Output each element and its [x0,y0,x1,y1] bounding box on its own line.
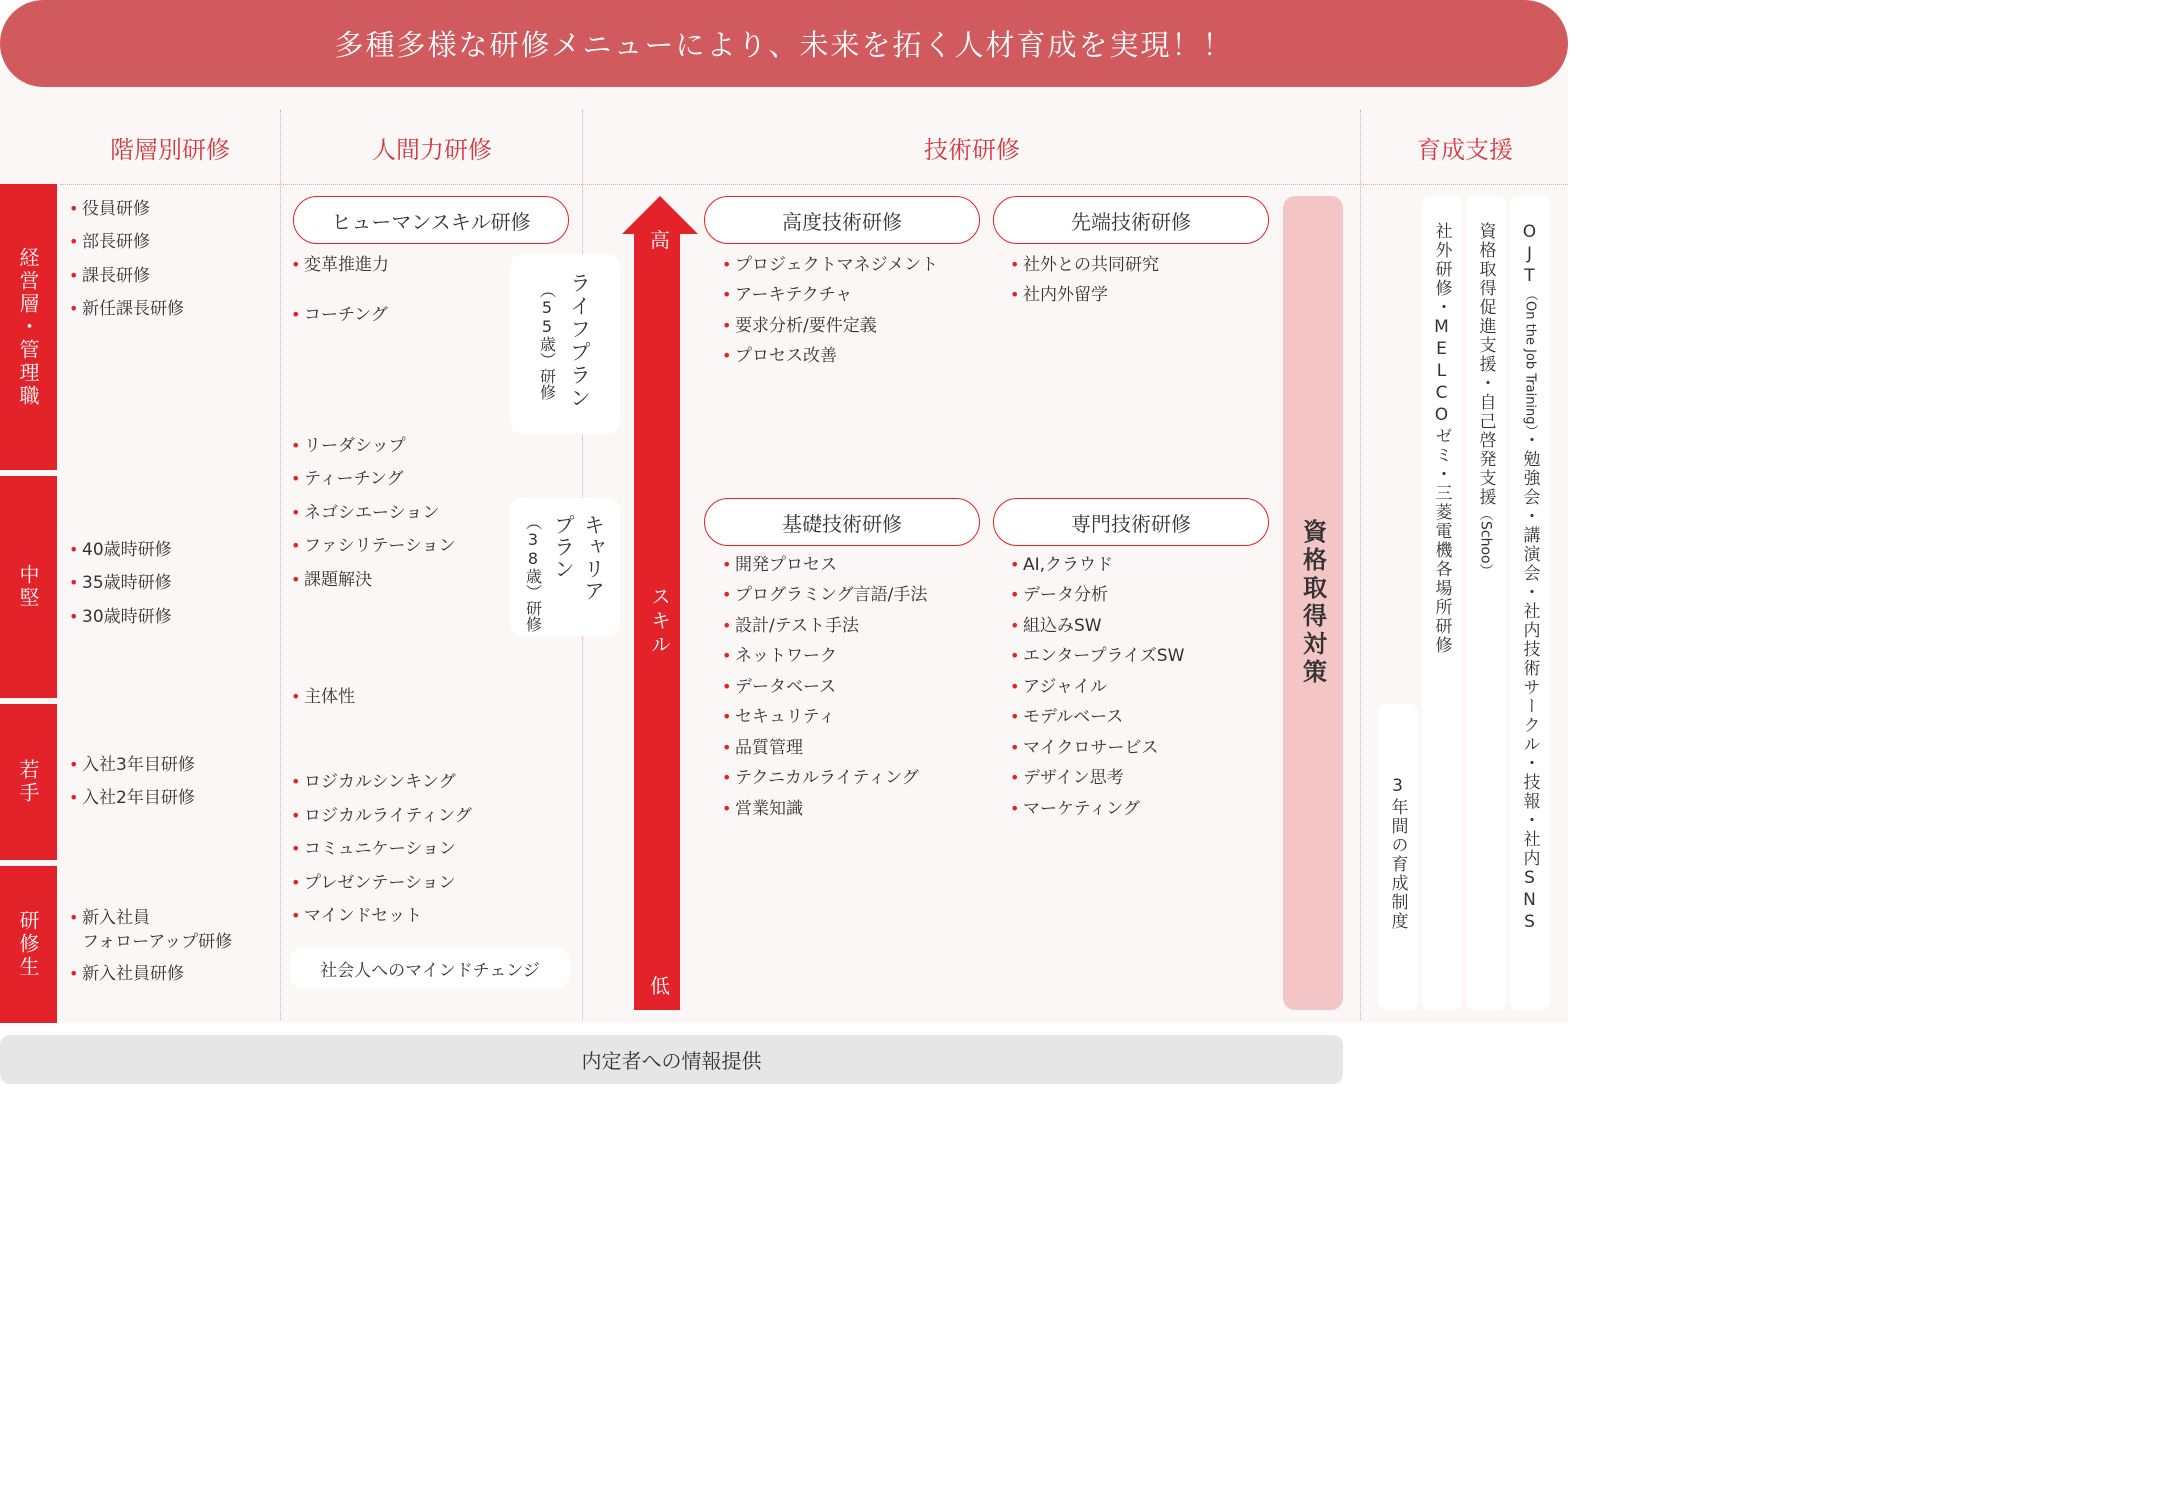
column-divider [1360,110,1361,1020]
list-item: • ティーチング [304,469,403,489]
list-item: • 入社2年目研修 [82,788,195,808]
list-item: • アーキテクチャ [735,285,852,305]
header-divider [60,184,1568,185]
list-item: • ネゴシエーション [304,503,439,523]
list-item: • 要求分析/要件定義 [735,316,877,336]
ojt-b: （On the Job Training） [1522,288,1538,432]
level-keiei-label: 経営層・管理職 [16,246,40,408]
list-item: • 変革推進力 [304,255,389,275]
skill-high: 高 [650,228,670,252]
list-item: • 40歳時研修 [82,540,172,560]
list-item: • コミュニケーション [304,839,456,859]
list-item: • プログラミング言語/手法 [735,585,927,605]
three-year-box [1378,704,1418,1010]
shagai-box [1422,196,1462,1010]
list-item: • 社外との共同研究 [1023,255,1159,275]
pill-senmon: 専門技術研修 [993,498,1269,546]
list-item: • 新入社員研修 [82,964,184,984]
list-item: • 課長研修 [82,266,150,286]
header-ikusei: 育成支援 [1417,136,1513,164]
shikaku-shien-label [1474,222,1499,1010]
pill-koudo: 高度技術研修 [704,196,980,244]
skill-label: スキル [647,586,672,658]
lifeplan-card [510,254,620,434]
pill-sentan: 先端技術研修 [993,196,1269,244]
list-item: • ファシリテーション [304,536,456,556]
list-item: • エンタープライズSW [1023,646,1184,666]
level-wakate-label: 若手 [16,759,40,805]
list-item: • プレゼンテーション [304,873,456,893]
lifeplan-sub: （55歳）研修 [537,282,557,400]
list-item: • マインドセット [304,906,422,926]
lifeplan-title: ライフプラン [567,272,592,410]
pill-kiso: 基礎技術研修 [704,498,980,546]
list-item: • モデルベース [1023,707,1123,727]
level-chuken-label: 中堅 [16,564,40,610]
skill-label-wrap [640,586,680,658]
list-item: • コーチング [304,305,388,325]
list-item: • リーダシップ [304,436,406,456]
list-item: • 新任課長研修 [82,299,184,319]
list-item: • 営業知識 [735,799,803,819]
list-item: • ロジカルシンキング [304,772,456,792]
list-item: • 課題解決 [304,570,372,590]
shikaku-shien-b: （Schoo） [1477,507,1494,578]
level-chuken [0,476,57,698]
shikaku-shien-box [1466,196,1506,1010]
shikaku-bar [1283,196,1343,1010]
level-kenshusei [0,866,57,1023]
list-item: • セキュリティ [735,707,835,727]
column-divider [280,110,281,1020]
list-item: • 組込みSW [1023,616,1102,636]
list-item: • 設計/テスト手法 [735,616,859,636]
list-item: • アジャイル [1023,677,1107,697]
list-item: • 新入社員 フォローアップ研修 [82,907,232,955]
three-year-label: 3年間の育成制度 [1387,776,1408,931]
list-item: • 開発プロセス [735,555,837,575]
list-item: • 部長研修 [82,232,150,252]
shikaku-label: 資格取得対策 [1298,519,1327,687]
pill-human-skill: ヒューマンスキル研修 [293,196,569,244]
shikaku-shien-a: 資格取得促進支援・自己啓発支援 [1475,222,1496,507]
list-item: • 30歳時研修 [82,607,172,627]
header-kaisou: 階層別研修 [110,136,230,164]
list-item: • AI,クラウド [1023,555,1113,575]
list-item: • テクニカルライティング [735,768,919,788]
ojt-box [1510,196,1550,1010]
list-item: • 入社3年目研修 [82,755,195,775]
list-item: • マイクロサービス [1023,738,1158,758]
title-banner: 多種多様な研修メニューにより、未来を拓く人材育成を実現！！ [0,0,1568,87]
career-title: キャリアプラン [551,514,606,602]
ojt-label [1518,222,1543,1010]
list-item: • データベース [735,677,836,697]
header-ningen: 人間力研修 [372,136,492,164]
list-item: • データ分析 [1023,585,1108,605]
skill-low: 低 [650,974,670,998]
list-item: • 社内外留学 [1023,285,1108,305]
ojt-a: OJT [1519,222,1540,288]
career-card [510,498,620,636]
footer-bar: 内定者への情報提供 [0,1035,1343,1084]
level-keiei [0,184,57,470]
shagai-label: 社外研修・MELCOゼミ・三菱電機各場所研修 [1431,222,1452,655]
list-item: • 品質管理 [735,738,803,758]
list-item: • プロジェクトマネジメント [735,255,938,275]
level-wakate [0,704,57,860]
list-item: • マーケティング [1023,799,1140,819]
career-sub: （38歳）研修 [523,514,543,632]
mind-change-box: 社会人へのマインドチェンジ [290,948,570,988]
ojt-c: ・勉強会・講演会・社内技術サークル・技報・社内SNS [1519,431,1540,935]
list-item: • 35歳時研修 [82,573,172,593]
list-item: • 主体性 [304,687,355,707]
list-item: • プロセス改善 [735,346,837,366]
level-kenshusei-label: 研修生 [16,910,40,979]
list-item: • ロジカルライティング [304,806,472,826]
list-item: • ネットワーク [735,646,837,666]
header-gijutsu: 技術研修 [924,136,1020,164]
list-item: • 役員研修 [82,199,150,219]
list-item: • デザイン思考 [1023,768,1124,788]
